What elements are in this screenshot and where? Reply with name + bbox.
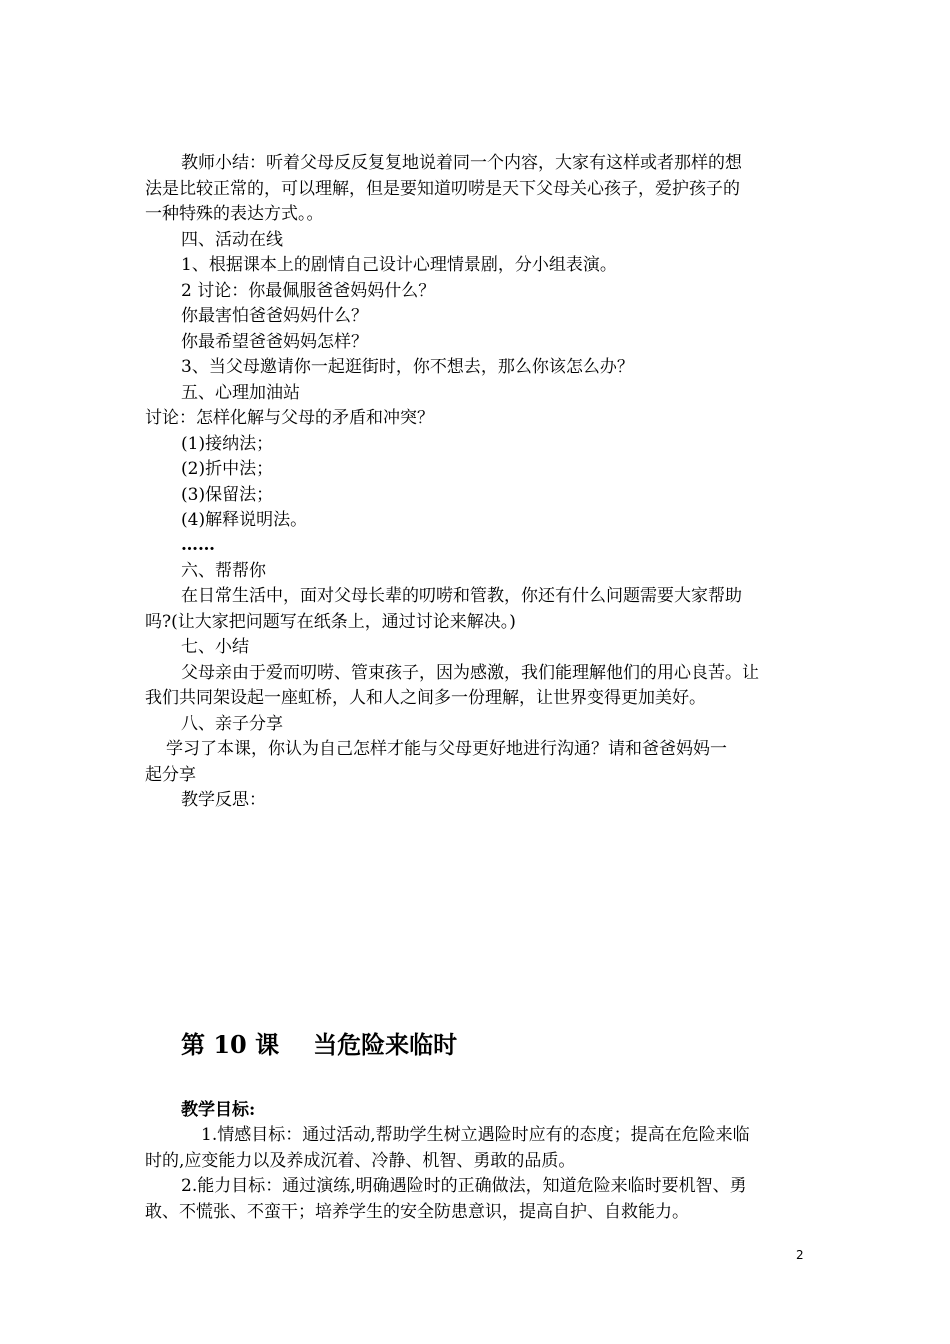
list-item: (2)折中法； <box>181 459 274 479</box>
text-line: 法是比较正常的，可以理解，但是要知道叨唠是天下父母关心孩子，爱护孩子的 <box>145 179 740 199</box>
list-item: (3)保留法； <box>181 485 274 505</box>
text-line: 教学反思： <box>181 790 266 810</box>
lesson-number: 第 10 课 <box>181 1030 280 1059</box>
list-item: (4)解释说明法。 <box>181 510 308 530</box>
text-line: 你最害怕爸爸妈妈什么？ <box>181 306 368 326</box>
section-heading: 五、心理加油站 <box>181 383 300 403</box>
text-line: 父母亲由于爱而叨唠、管束孩子，因为感激，我们能理解他们的用心良苦。让 <box>181 663 759 683</box>
section-heading: 八、亲子分享 <box>181 714 283 734</box>
goal-line: 1.情感目标：通过活动,帮助学生树立遇险时应有的态度；提高在危险来临 <box>201 1125 750 1145</box>
lesson-title <box>181 1028 457 1062</box>
text-line: 教师小结：听着父母反反复复地说着同一个内容，大家有这样或者那样的想 <box>181 153 742 173</box>
text-line: 吗?(让大家把问题写在纸条上，通过讨论来解决。) <box>145 612 516 632</box>
text-line: 在日常生活中，面对父母长辈的叨唠和管教，你还有什么问题需要大家帮助 <box>181 586 742 606</box>
section-heading: 七、小结 <box>181 637 249 657</box>
goal-line: 敢、不慌张、不蛮干；培养学生的安全防患意识，提高自护、自救能力。 <box>145 1202 689 1222</box>
text-line: 起分享 <box>145 765 196 785</box>
text-line: 1、根据课本上的剧情自己设计心理情景剧，分小组表演。 <box>181 255 617 275</box>
text-line: 你最希望爸爸妈妈怎样？ <box>181 332 368 352</box>
lesson-name: 当危险来临时 <box>313 1030 458 1059</box>
text-line: 2 讨论：你最佩服爸爸妈妈什么？ <box>181 281 436 301</box>
page-number: 2 <box>796 1248 804 1262</box>
text-line: 一种特殊的表达方式。。 <box>145 204 324 224</box>
text-line: 我们共同架设起一座虹桥，人和人之间多一份理解，让世界变得更加美好。 <box>145 688 706 708</box>
list-item: (1)接纳法； <box>181 434 274 454</box>
text-line: 学习了本课，你认为自己怎样才能与父母更好地进行沟通？请和爸爸妈妈一 <box>166 739 727 759</box>
goal-line: 2.能力目标：通过演练,明确遇险时的正确做法，知道危险来临时要机智、勇 <box>181 1176 747 1196</box>
goals-heading: 教学目标: <box>181 1100 256 1120</box>
text-line: 讨论：怎样化解与父母的矛盾和冲突？ <box>145 408 434 428</box>
section-heading: 六、帮帮你 <box>181 561 266 581</box>
text-line: 3、当父母邀请你一起逛街时，你不想去，那么你该怎么办？ <box>181 357 634 377</box>
ellipsis: …… <box>181 535 215 555</box>
goal-line: 时的,应变能力以及养成沉着、冷静、机智、勇敢的品质。 <box>145 1151 576 1171</box>
section-heading: 四、活动在线 <box>181 230 283 250</box>
